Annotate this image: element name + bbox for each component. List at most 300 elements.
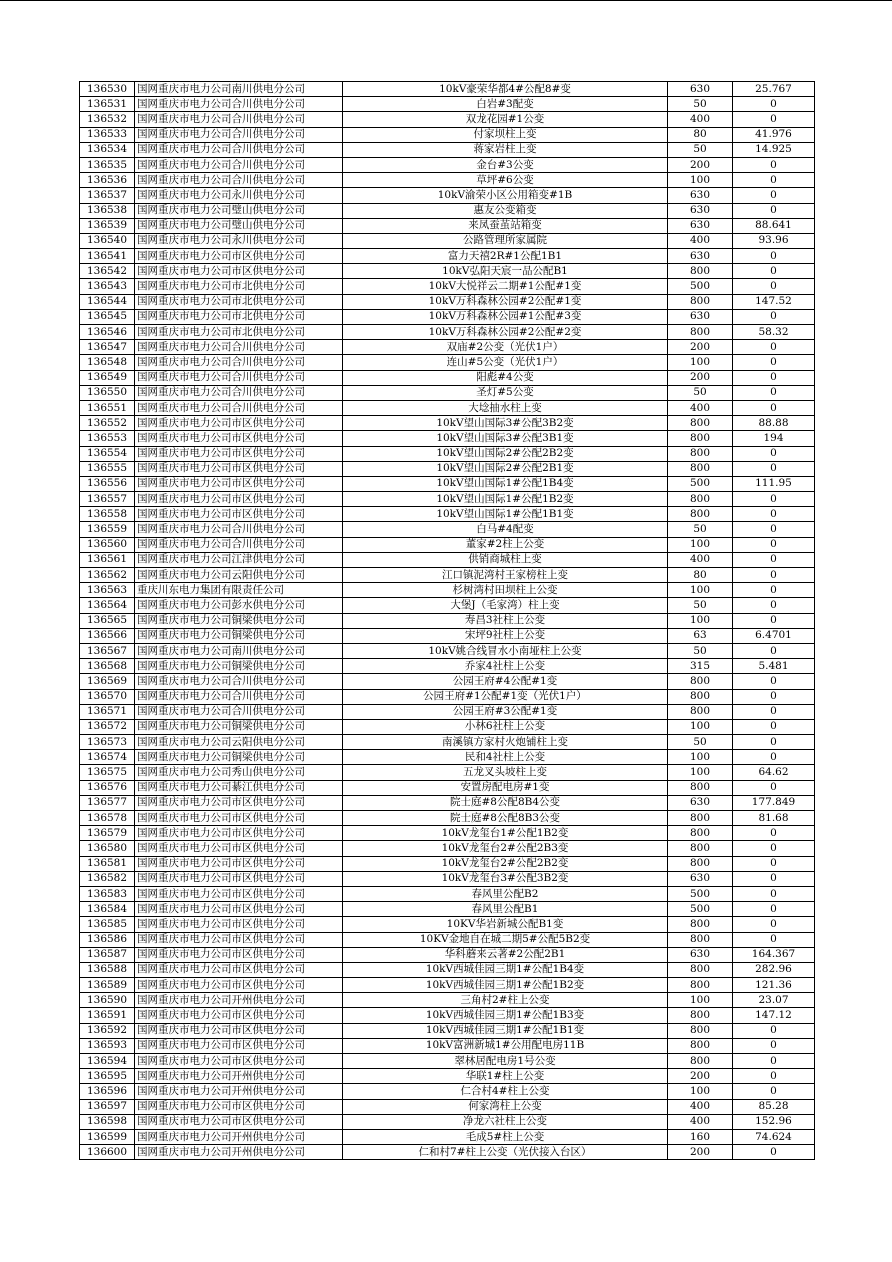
capacity-cell: 100: [668, 750, 733, 765]
row-id-cell: 136542: [80, 264, 135, 279]
company-cell: 国网重庆市电力公司市区供电分公司: [135, 978, 343, 993]
row-id-cell: 136558: [80, 507, 135, 522]
capacity-cell: 100: [668, 765, 733, 780]
company-cell: 国网重庆市电力公司铜梁供电分公司: [135, 613, 343, 628]
table-row: [80, 1145, 815, 1160]
capacity-cell: 400: [668, 400, 733, 415]
row-id-cell: 136578: [80, 811, 135, 826]
row-id-cell: 136538: [80, 203, 135, 218]
row-id-cell: 136570: [80, 689, 135, 704]
table-row: [80, 947, 815, 962]
capacity-cell: 400: [668, 112, 733, 127]
equipment-name-cell: 阳彪#4公变: [343, 370, 668, 385]
table-row: [80, 400, 815, 415]
row-id-cell: 136598: [80, 1114, 135, 1129]
equipment-name-cell: 杉树湾村田坝柱上公变: [343, 583, 668, 598]
equipment-name-cell: 白马#4配变: [343, 522, 668, 537]
table-row: [80, 1099, 815, 1114]
row-id-cell: 136589: [80, 978, 135, 993]
capacity-cell: 800: [668, 264, 733, 279]
value-cell: 194: [733, 431, 815, 446]
value-cell: 0: [733, 704, 815, 719]
row-id-cell: 136541: [80, 249, 135, 264]
company-cell: 国网重庆市电力公司市区供电分公司: [135, 902, 343, 917]
table-row: [80, 233, 815, 248]
company-cell: 国网重庆市电力公司合川供电分公司: [135, 142, 343, 157]
row-id-cell: 136587: [80, 947, 135, 962]
row-id-cell: 136536: [80, 173, 135, 188]
company-cell: 国网重庆市电力公司市区供电分公司: [135, 826, 343, 841]
table-row: [80, 993, 815, 1008]
row-id-cell: 136551: [80, 400, 135, 415]
capacity-cell: 800: [668, 446, 733, 461]
row-id-cell: 136545: [80, 309, 135, 324]
capacity-cell: 50: [668, 97, 733, 112]
table-row: [80, 157, 815, 172]
value-cell: 5.481: [733, 659, 815, 674]
capacity-cell: 630: [668, 203, 733, 218]
row-id-cell: 136590: [80, 993, 135, 1008]
capacity-cell: 160: [668, 1129, 733, 1144]
equipment-name-cell: 10kV望山国际2#公配2B2变: [343, 446, 668, 461]
company-cell: 国网重庆市电力公司合川供电分公司: [135, 522, 343, 537]
equipment-name-cell: 来凤蚕茧站箱变: [343, 218, 668, 233]
table-row: [80, 886, 815, 901]
capacity-cell: 630: [668, 82, 733, 97]
capacity-cell: 80: [668, 568, 733, 583]
capacity-cell: 200: [668, 1069, 733, 1084]
row-id-cell: 136584: [80, 902, 135, 917]
table-row: [80, 962, 815, 977]
capacity-cell: 400: [668, 1114, 733, 1129]
value-cell: 152.96: [733, 1114, 815, 1129]
value-cell: 121.36: [733, 978, 815, 993]
row-id-cell: 136573: [80, 735, 135, 750]
value-cell: 177.849: [733, 795, 815, 810]
equipment-name-cell: 仁和村7#柱上公变（光伏接入台区）: [343, 1145, 668, 1160]
company-cell: 国网重庆市电力公司永川供电分公司: [135, 233, 343, 248]
value-cell: 0: [733, 249, 815, 264]
capacity-cell: 800: [668, 461, 733, 476]
table-row: [80, 385, 815, 400]
company-cell: 国网重庆市电力公司开州供电分公司: [135, 1084, 343, 1099]
value-cell: 0: [733, 932, 815, 947]
equipment-name-cell: 民和4社柱上公变: [343, 750, 668, 765]
row-id-cell: 136586: [80, 932, 135, 947]
value-cell: 0: [733, 719, 815, 734]
equipment-name-cell: 三角村2#柱上公变: [343, 993, 668, 1008]
company-cell: 国网重庆市电力公司市北供电分公司: [135, 279, 343, 294]
equipment-name-cell: 春风里公配B1: [343, 902, 668, 917]
company-cell: 国网重庆市电力公司市区供电分公司: [135, 476, 343, 491]
value-cell: 0: [733, 492, 815, 507]
value-cell: 0: [733, 370, 815, 385]
capacity-cell: 800: [668, 431, 733, 446]
equipment-name-cell: 10kV龙玺台2#公配2B3变: [343, 841, 668, 856]
equipment-name-cell: 寿昌3社柱上公变: [343, 613, 668, 628]
value-cell: 0: [733, 735, 815, 750]
equipment-name-cell: 圣灯#5公变: [343, 385, 668, 400]
capacity-cell: 100: [668, 173, 733, 188]
value-cell: 0: [733, 1069, 815, 1084]
company-cell: 国网重庆市电力公司江津供电分公司: [135, 552, 343, 567]
value-cell: 0: [733, 188, 815, 203]
equipment-name-cell: 仁合村4#柱上公变: [343, 1084, 668, 1099]
value-cell: 282.96: [733, 962, 815, 977]
table-row: [80, 1008, 815, 1023]
row-id-cell: 136547: [80, 340, 135, 355]
company-cell: 国网重庆市电力公司市区供电分公司: [135, 917, 343, 932]
row-id-cell: 136580: [80, 841, 135, 856]
table-row: [80, 568, 815, 583]
table-row: [80, 902, 815, 917]
value-cell: 88.641: [733, 218, 815, 233]
capacity-cell: 100: [668, 719, 733, 734]
capacity-cell: 400: [668, 1099, 733, 1114]
company-cell: 国网重庆市电力公司合川供电分公司: [135, 704, 343, 719]
table-row: [80, 552, 815, 567]
company-cell: 国网重庆市电力公司市区供电分公司: [135, 856, 343, 871]
equipment-name-cell: 连山#5公变（光伏1户）: [343, 355, 668, 370]
capacity-cell: 800: [668, 1038, 733, 1053]
equipment-name-cell: 10kV望山国际1#公配1B4变: [343, 476, 668, 491]
table-row: [80, 826, 815, 841]
value-cell: 0: [733, 461, 815, 476]
value-cell: 0: [733, 674, 815, 689]
row-id-cell: 136535: [80, 157, 135, 172]
capacity-cell: 100: [668, 355, 733, 370]
equipment-name-cell: 10kV万科森林公园#1公配#3变: [343, 309, 668, 324]
value-cell: 0: [733, 902, 815, 917]
capacity-cell: 800: [668, 325, 733, 340]
equipment-name-cell: 10kV万科森林公园#2公配#2变: [343, 325, 668, 340]
company-cell: 国网重庆市电力公司市区供电分公司: [135, 507, 343, 522]
table-row: [80, 659, 815, 674]
capacity-cell: 500: [668, 902, 733, 917]
capacity-cell: 800: [668, 689, 733, 704]
value-cell: 0: [733, 689, 815, 704]
company-cell: 国网重庆市电力公司云阳供电分公司: [135, 568, 343, 583]
row-id-cell: 136600: [80, 1145, 135, 1160]
value-cell: 0: [733, 826, 815, 841]
value-cell: 14.925: [733, 142, 815, 157]
row-id-cell: 136595: [80, 1069, 135, 1084]
row-id-cell: 136591: [80, 1008, 135, 1023]
value-cell: 25.767: [733, 82, 815, 97]
row-id-cell: 136530: [80, 82, 135, 97]
equipment-name-cell: 公园王府#4公配#1变: [343, 674, 668, 689]
company-cell: 国网重庆市电力公司市区供电分公司: [135, 886, 343, 901]
company-cell: 国网重庆市电力公司市区供电分公司: [135, 811, 343, 826]
equipment-name-cell: 金台#3公变: [343, 157, 668, 172]
equipment-name-cell: 华联1#柱上公变: [343, 1069, 668, 1084]
company-cell: 国网重庆市电力公司铜梁供电分公司: [135, 659, 343, 674]
company-cell: 国网重庆市电力公司市区供电分公司: [135, 492, 343, 507]
equipment-name-cell: 乔家4社柱上公变: [343, 659, 668, 674]
row-id-cell: 136561: [80, 552, 135, 567]
company-cell: 国网重庆市电力公司市区供电分公司: [135, 1099, 343, 1114]
company-cell: 国网重庆市电力公司市北供电分公司: [135, 294, 343, 309]
equipment-name-cell: 白岩#3配变: [343, 97, 668, 112]
capacity-cell: 63: [668, 628, 733, 643]
capacity-cell: 630: [668, 871, 733, 886]
value-cell: 0: [733, 203, 815, 218]
value-cell: 0: [733, 309, 815, 324]
company-cell: 国网重庆市电力公司市区供电分公司: [135, 795, 343, 810]
value-cell: 0: [733, 886, 815, 901]
capacity-cell: 200: [668, 157, 733, 172]
table-row: [80, 340, 815, 355]
capacity-cell: 400: [668, 233, 733, 248]
row-id-cell: 136544: [80, 294, 135, 309]
value-cell: 88.88: [733, 416, 815, 431]
equipment-name-cell: 富力天禧2R#1公配1B1: [343, 249, 668, 264]
capacity-cell: 800: [668, 811, 733, 826]
equipment-name-cell: 何家湾柱上公变: [343, 1099, 668, 1114]
row-id-cell: 136540: [80, 233, 135, 248]
capacity-cell: 400: [668, 552, 733, 567]
company-cell: 国网重庆市电力公司市区供电分公司: [135, 1038, 343, 1053]
row-id-cell: 136581: [80, 856, 135, 871]
capacity-cell: 630: [668, 188, 733, 203]
value-cell: 0: [733, 157, 815, 172]
equipment-name-cell: 小林6社柱上公变: [343, 719, 668, 734]
capacity-cell: 630: [668, 309, 733, 324]
table-row: [80, 112, 815, 127]
table-row: [80, 583, 815, 598]
row-id-cell: 136564: [80, 598, 135, 613]
equipment-name-cell: 10kV望山国际2#公配2B1变: [343, 461, 668, 476]
value-cell: 0: [733, 112, 815, 127]
value-cell: 0: [733, 613, 815, 628]
table-row: [80, 416, 815, 431]
table-row: [80, 689, 815, 704]
value-cell: 111.95: [733, 476, 815, 491]
table-row: [80, 735, 815, 750]
equipment-name-cell: 翠林居配电房1号公变: [343, 1054, 668, 1069]
value-cell: 147.52: [733, 294, 815, 309]
table-row: [80, 249, 815, 264]
row-id-cell: 136565: [80, 613, 135, 628]
table-row: [80, 598, 815, 613]
capacity-cell: 800: [668, 294, 733, 309]
company-cell: 国网重庆市电力公司合川供电分公司: [135, 97, 343, 112]
table-row: [80, 613, 815, 628]
table-row: [80, 188, 815, 203]
value-cell: 0: [733, 750, 815, 765]
equipment-name-cell: 安置房配电房#1变: [343, 780, 668, 795]
value-cell: 0: [733, 522, 815, 537]
value-cell: 81.68: [733, 811, 815, 826]
capacity-cell: 800: [668, 932, 733, 947]
table-row: [80, 97, 815, 112]
equipment-name-cell: 公路管理所家属院: [343, 233, 668, 248]
equipment-name-cell: 草坪#6公变: [343, 173, 668, 188]
capacity-cell: 800: [668, 978, 733, 993]
company-cell: 国网重庆市电力公司开州供电分公司: [135, 1129, 343, 1144]
capacity-cell: 630: [668, 249, 733, 264]
equipment-name-cell: 惠友公变箱变: [343, 203, 668, 218]
row-id-cell: 136575: [80, 765, 135, 780]
row-id-cell: 136557: [80, 492, 135, 507]
company-cell: 国网重庆市电力公司南川供电分公司: [135, 82, 343, 97]
equipment-name-cell: 10kV龙玺台1#公配1B2变: [343, 826, 668, 841]
row-id-cell: 136543: [80, 279, 135, 294]
row-id-cell: 136531: [80, 97, 135, 112]
row-id-cell: 136539: [80, 218, 135, 233]
capacity-cell: 50: [668, 385, 733, 400]
page-top-rule: [0, 0, 892, 1]
equipment-name-cell: 董家#2柱上公变: [343, 537, 668, 552]
capacity-cell: 200: [668, 370, 733, 385]
row-id-cell: 136560: [80, 537, 135, 552]
capacity-cell: 630: [668, 218, 733, 233]
equipment-name-cell: 公园王府#3公配#1变: [343, 704, 668, 719]
row-id-cell: 136576: [80, 780, 135, 795]
table-row: [80, 841, 815, 856]
equipment-name-cell: 南溪镇方家村火炮铺柱上变: [343, 735, 668, 750]
company-cell: 国网重庆市电力公司市北供电分公司: [135, 309, 343, 324]
capacity-cell: 50: [668, 598, 733, 613]
equipment-name-cell: 10kV望山国际3#公配3B1变: [343, 431, 668, 446]
value-cell: 0: [733, 385, 815, 400]
capacity-cell: 800: [668, 856, 733, 871]
row-id-cell: 136533: [80, 127, 135, 142]
row-id-cell: 136554: [80, 446, 135, 461]
table-row: [80, 917, 815, 932]
table-row: [80, 871, 815, 886]
table-row: [80, 795, 815, 810]
company-cell: 国网重庆市电力公司铜梁供电分公司: [135, 628, 343, 643]
equipment-name-cell: 10kV望山国际1#公配1B2变: [343, 492, 668, 507]
company-cell: 国网重庆市电力公司云阳供电分公司: [135, 735, 343, 750]
value-cell: 0: [733, 552, 815, 567]
company-cell: 国网重庆市电力公司铜梁供电分公司: [135, 750, 343, 765]
table-row: [80, 507, 815, 522]
capacity-cell: 200: [668, 340, 733, 355]
table-row: [80, 719, 815, 734]
value-cell: 0: [733, 568, 815, 583]
capacity-cell: 800: [668, 826, 733, 841]
company-cell: 国网重庆市电力公司开州供电分公司: [135, 993, 343, 1008]
table-row: [80, 1069, 815, 1084]
equipment-name-cell: 10kV弘阳天宸一品公配B1: [343, 264, 668, 279]
capacity-cell: 800: [668, 1023, 733, 1038]
capacity-cell: 800: [668, 1054, 733, 1069]
value-cell: 64.62: [733, 765, 815, 780]
equipment-name-cell: 大埝抽水柱上变: [343, 400, 668, 415]
company-cell: 国网重庆市电力公司市区供电分公司: [135, 1054, 343, 1069]
equipment-name-cell: 宋坪9社柱上公变: [343, 628, 668, 643]
table-row: [80, 294, 815, 309]
equipment-name-cell: 付家坝柱上变: [343, 127, 668, 142]
company-cell: 国网重庆市电力公司市区供电分公司: [135, 416, 343, 431]
value-cell: 85.28: [733, 1099, 815, 1114]
table-body: [80, 82, 815, 1160]
capacity-cell: 50: [668, 643, 733, 658]
row-id-cell: 136555: [80, 461, 135, 476]
company-cell: 国网重庆市电力公司市区供电分公司: [135, 932, 343, 947]
capacity-cell: 100: [668, 1084, 733, 1099]
capacity-cell: 80: [668, 127, 733, 142]
company-cell: 国网重庆市电力公司市区供电分公司: [135, 461, 343, 476]
equipment-name-cell: 10kV西城佳园三期1#公配1B2变: [343, 978, 668, 993]
capacity-cell: 100: [668, 537, 733, 552]
company-cell: 国网重庆市电力公司合川供电分公司: [135, 112, 343, 127]
value-cell: 93.96: [733, 233, 815, 248]
table-row: [80, 203, 815, 218]
equipment-name-cell: 10kV豪荣华都4#公配8#变: [343, 82, 668, 97]
capacity-cell: 630: [668, 795, 733, 810]
value-cell: 164.367: [733, 947, 815, 962]
company-cell: 国网重庆市电力公司市区供电分公司: [135, 1023, 343, 1038]
value-cell: 0: [733, 841, 815, 856]
row-id-cell: 136567: [80, 643, 135, 658]
company-cell: 国网重庆市电力公司合川供电分公司: [135, 127, 343, 142]
company-cell: 国网重庆市电力公司南川供电分公司: [135, 643, 343, 658]
company-cell: 国网重庆市电力公司璧山供电分公司: [135, 218, 343, 233]
capacity-cell: 800: [668, 507, 733, 522]
table-row: [80, 765, 815, 780]
value-cell: 0: [733, 537, 815, 552]
company-cell: 国网重庆市电力公司市区供电分公司: [135, 841, 343, 856]
equipment-name-cell: 江口镇泥湾村王家榜柱上变: [343, 568, 668, 583]
table-row: [80, 218, 815, 233]
value-cell: 41.976: [733, 127, 815, 142]
table-row: [80, 932, 815, 947]
company-cell: 国网重庆市电力公司彭水供电分公司: [135, 598, 343, 613]
capacity-cell: 800: [668, 416, 733, 431]
row-id-cell: 136552: [80, 416, 135, 431]
company-cell: 国网重庆市电力公司合川供电分公司: [135, 537, 343, 552]
equipment-name-cell: 供销商城柱上变: [343, 552, 668, 567]
row-id-cell: 136582: [80, 871, 135, 886]
row-id-cell: 136534: [80, 142, 135, 157]
company-cell: 国网重庆市电力公司合川供电分公司: [135, 370, 343, 385]
value-cell: 6.4701: [733, 628, 815, 643]
row-id-cell: 136577: [80, 795, 135, 810]
equipment-name-cell: 10kV渝荣小区公用箱变#1B: [343, 188, 668, 203]
table-row: [80, 750, 815, 765]
row-id-cell: 136593: [80, 1038, 135, 1053]
table-row: [80, 325, 815, 340]
table-row: [80, 1054, 815, 1069]
table-row: [80, 370, 815, 385]
equipment-name-cell: 10kV西城佳园三期1#公配1B4变: [343, 962, 668, 977]
table-row: [80, 674, 815, 689]
data-table: [79, 81, 815, 1160]
value-cell: 0: [733, 97, 815, 112]
table-row: [80, 856, 815, 871]
table-row: [80, 82, 815, 97]
company-cell: 国网重庆市电力公司铜梁供电分公司: [135, 719, 343, 734]
value-cell: 0: [733, 1023, 815, 1038]
table-row: [80, 643, 815, 658]
row-id-cell: 136574: [80, 750, 135, 765]
company-cell: 国网重庆市电力公司市区供电分公司: [135, 431, 343, 446]
row-id-cell: 136532: [80, 112, 135, 127]
table-row: [80, 461, 815, 476]
equipment-name-cell: 10kV龙玺台3#公配3B2变: [343, 871, 668, 886]
row-id-cell: 136597: [80, 1099, 135, 1114]
equipment-name-cell: 10kV望山国际1#公配1B1变: [343, 507, 668, 522]
capacity-cell: 800: [668, 780, 733, 795]
company-cell: 重庆川东电力集团有限责任公司: [135, 583, 343, 598]
equipment-name-cell: 五龙叉头坡柱上变: [343, 765, 668, 780]
company-cell: 国网重庆市电力公司市区供电分公司: [135, 871, 343, 886]
value-cell: 0: [733, 598, 815, 613]
table-row: [80, 1038, 815, 1053]
